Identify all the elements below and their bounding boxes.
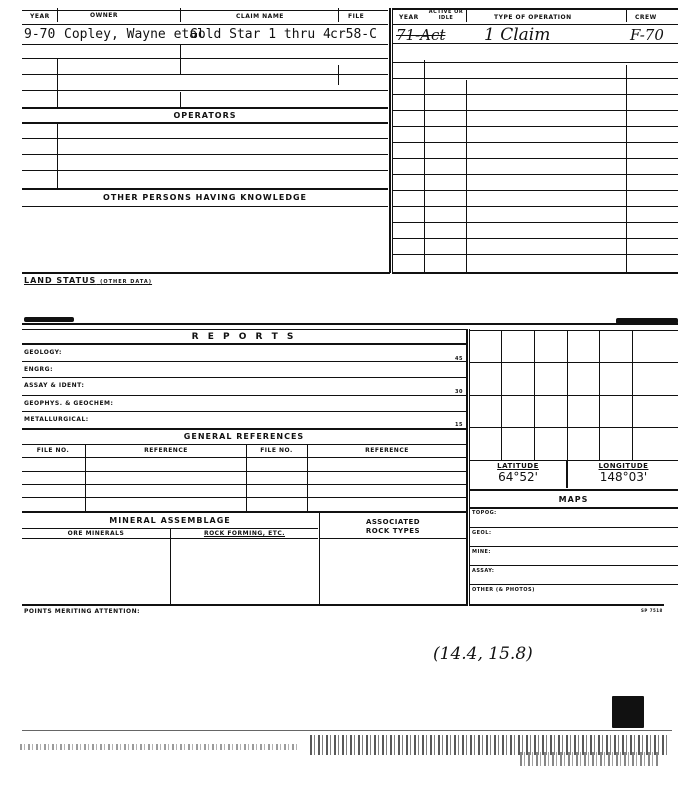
col-divider <box>170 528 171 604</box>
col-year: YEAR <box>30 13 50 20</box>
scan-noise <box>520 752 660 766</box>
col-divider <box>57 124 58 188</box>
rule <box>22 511 466 513</box>
report-engrg: ENGRG: <box>24 366 53 373</box>
rule <box>392 78 678 79</box>
rule <box>22 44 388 45</box>
rule <box>392 222 678 223</box>
col-year: YEAR <box>399 14 419 21</box>
col-type-of-operation: TYPE OF OPERATION <box>494 14 572 21</box>
map-assay: ASSAY: <box>472 568 495 574</box>
col-reference: REFERENCE <box>144 447 188 454</box>
col-crew: CREW <box>635 14 657 21</box>
report-marker: 15 <box>455 422 463 428</box>
rule <box>392 174 678 175</box>
col-reference: REFERENCE <box>365 447 409 454</box>
land-status-sub: (OTHER DATA) <box>100 279 153 285</box>
rule <box>469 507 678 509</box>
rule <box>22 343 466 345</box>
associated-rock-types-line2: ROCK TYPES <box>365 527 421 535</box>
claim-name: Gold Star 1 thru 4 <box>190 27 331 42</box>
rule <box>22 24 388 25</box>
points-meriting-attention: POINTS MERITING ATTENTION: <box>24 608 141 615</box>
map-geol: GEOL: <box>472 530 492 536</box>
col-rock-forming: ROCK FORMING, ETC. <box>203 530 286 537</box>
other-persons-heading: OTHER PERSONS HAVING KNOWLEDGE <box>103 193 307 202</box>
rule <box>392 272 678 274</box>
rule <box>22 444 466 445</box>
rule <box>22 138 388 139</box>
longitude-label: LONGITUDE <box>598 462 649 470</box>
col-divider <box>424 60 425 272</box>
latitude-label: LATITUDE <box>497 462 539 470</box>
grid-line <box>501 330 502 460</box>
rule <box>22 170 388 171</box>
rule <box>22 154 388 155</box>
operators-heading: OPERATORS <box>173 111 237 120</box>
land-status-label <box>24 276 152 285</box>
map-topog: TOPOG: <box>472 510 497 516</box>
col-divider <box>180 44 181 74</box>
col-divider <box>307 444 308 511</box>
rule <box>392 158 678 159</box>
col-owner: OWNER <box>90 12 118 19</box>
activity-year-active: 71-Act <box>396 26 446 44</box>
report-geology: GEOLOGY: <box>24 349 62 356</box>
grid-line <box>469 460 678 461</box>
scan-mark <box>24 317 74 322</box>
rule <box>22 730 672 731</box>
col-active-idle: ACTIVE OR IDLE <box>428 9 464 21</box>
table-divider <box>389 8 391 273</box>
rule <box>22 471 466 472</box>
col-divider <box>466 9 467 22</box>
col-divider <box>338 8 339 22</box>
map-mine: MINE: <box>472 549 491 555</box>
report-marker: 45 <box>455 356 463 362</box>
col-divider <box>338 65 339 85</box>
rule <box>469 489 678 491</box>
col-divider <box>180 8 181 22</box>
rule <box>22 395 466 396</box>
rule <box>392 142 678 143</box>
rule <box>22 497 466 498</box>
col-divider <box>57 8 58 22</box>
rule <box>22 428 466 430</box>
rule <box>392 206 678 207</box>
scan-mark <box>612 696 644 728</box>
rule <box>469 527 678 528</box>
rule <box>22 484 466 485</box>
rule <box>392 43 678 44</box>
general-references-heading: GENERAL REFERENCES <box>183 432 305 441</box>
rule <box>22 188 388 190</box>
table-divider <box>392 8 393 273</box>
maps-heading: MAPS <box>558 495 589 504</box>
rule <box>22 122 388 124</box>
rule <box>392 110 678 111</box>
col-divider <box>626 65 627 272</box>
rule <box>22 377 466 378</box>
activity-crew: F-70 <box>630 26 664 44</box>
land-status-title: LAND STATUS <box>24 276 97 285</box>
rule <box>392 190 678 191</box>
rule <box>22 604 466 606</box>
col-file: FILE <box>348 13 365 20</box>
table-divider <box>466 329 468 606</box>
rule <box>392 94 678 95</box>
rule <box>22 361 466 362</box>
rule <box>22 323 678 325</box>
col-divider <box>180 92 181 107</box>
report-metallurgical: METALLURGICAL: <box>24 416 89 423</box>
rule <box>469 546 678 547</box>
grid-line <box>534 330 535 460</box>
rule <box>22 206 388 207</box>
rule <box>469 565 678 566</box>
col-file-no: FILE NO. <box>260 447 293 454</box>
longitude-value: 148°03' <box>599 470 648 484</box>
rule <box>319 538 466 539</box>
col-divider <box>85 444 86 511</box>
rule <box>22 74 388 75</box>
rule <box>469 604 664 606</box>
rule <box>22 58 388 59</box>
rule <box>392 126 678 127</box>
col-file-no: FILE NO. <box>36 447 70 454</box>
scan-noise <box>20 744 300 750</box>
form-number: SP 7518 <box>641 608 663 613</box>
latitude-value: 64°52' <box>498 470 538 484</box>
rule <box>22 10 388 11</box>
rule <box>22 90 388 91</box>
grid-line <box>567 330 568 460</box>
rule <box>22 329 466 330</box>
rule <box>392 62 678 63</box>
col-divider <box>57 58 58 108</box>
col-divider <box>466 80 467 272</box>
report-assay: ASSAY & IDENT: <box>24 382 85 389</box>
handwritten-coordinates: (14.4, 15.8) <box>433 644 533 664</box>
mineral-assemblage-heading: MINERAL ASSEMBLAGE <box>109 516 231 525</box>
reports-heading: R E P O R T S <box>191 332 297 342</box>
claim-year: 9-70 <box>24 27 56 42</box>
claim-file: cr58-C <box>330 27 377 42</box>
associated-rock-types-line1: ASSOCIATED <box>365 518 421 526</box>
rule <box>22 457 466 458</box>
col-divider <box>566 460 568 488</box>
rule <box>22 411 466 412</box>
map-other: OTHER (& PHOTOS) <box>472 587 535 593</box>
col-ore-minerals: ORE MINERALS <box>67 530 125 537</box>
col-claim-name: CLAIM NAME <box>236 13 284 20</box>
rule <box>22 272 390 274</box>
col-divider <box>626 9 627 22</box>
rule <box>392 254 678 255</box>
grid-line <box>632 330 633 460</box>
report-geophys: GEOPHYS. & GEOCHEM: <box>24 400 114 407</box>
rule <box>469 584 678 585</box>
activity-type: 1 Claim <box>484 25 551 45</box>
col-divider <box>246 444 247 511</box>
rule <box>392 238 678 239</box>
report-marker: 30 <box>455 389 463 395</box>
rule <box>22 107 388 109</box>
grid-line <box>599 330 600 460</box>
claim-owner: Copley, Wayne etal <box>64 27 205 42</box>
